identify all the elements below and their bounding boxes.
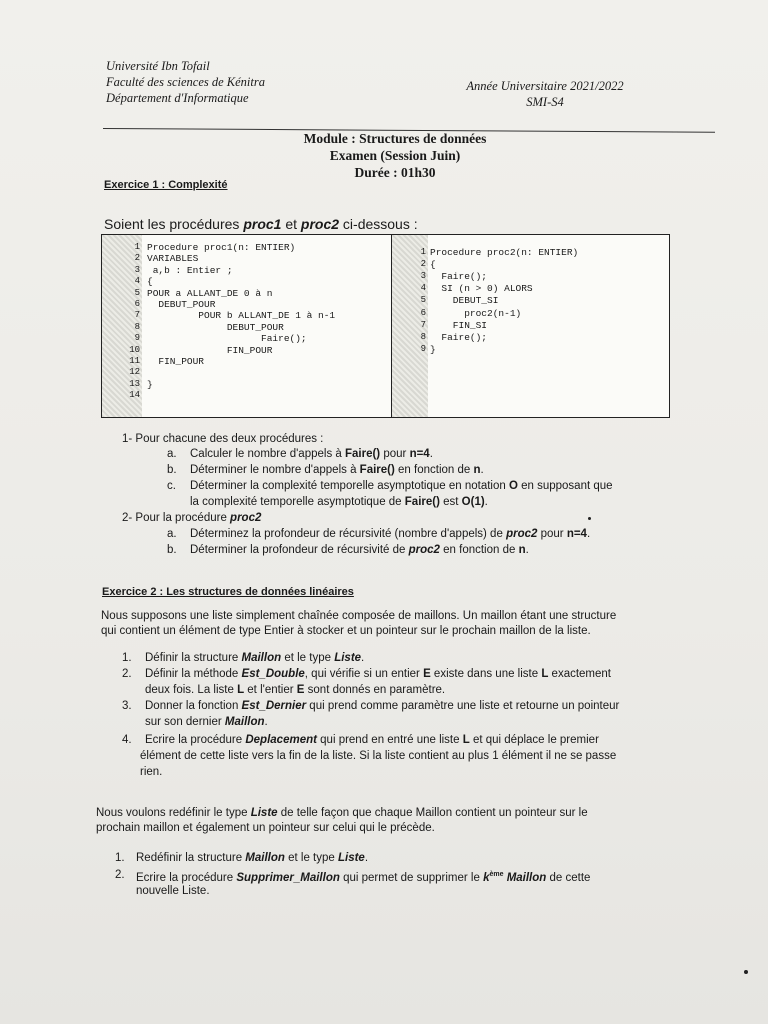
line-number: 6 bbox=[420, 307, 426, 318]
item-4: Ecrire la procédure Deplacement qui prend en entré une liste L et qui déplace le premier bbox=[145, 734, 599, 746]
question-1c: Déterminer la complexité temporelle asymptotique en notation O en supposant que bbox=[190, 480, 613, 492]
paragraph-line: Nous supposons une liste simplement chaînée composée de maillons. Un maillon étant une structure bbox=[101, 610, 617, 622]
code-text: Procedure proc1(n: ENTIER) bbox=[147, 242, 296, 253]
code-text: Faire(); bbox=[147, 333, 307, 345]
intro-and: et bbox=[281, 216, 301, 232]
item-3-continued: sur son dernier Maillon. bbox=[145, 716, 268, 728]
code-text: } bbox=[430, 343, 436, 355]
intro-end: ci-dessous : bbox=[339, 216, 418, 232]
exercise-2-title: Exercice 2 : Les structures de données linéaires bbox=[102, 586, 354, 598]
code-text: DEBUT_SI bbox=[430, 295, 499, 307]
line-number: 3 bbox=[134, 264, 140, 275]
line-number: 2 bbox=[420, 259, 426, 270]
institution-header bbox=[106, 58, 265, 106]
question-2b: Déterminer la profondeur de récursivité de proc2 en fonction de n. bbox=[190, 544, 529, 556]
item-1-number: 1. bbox=[122, 652, 132, 664]
item-1: Définir la structure Maillon et le type Liste. bbox=[145, 652, 365, 664]
item-3: Donner la fonction Est_Dernier qui prend comme paramètre une liste et retourne un pointeur bbox=[145, 700, 620, 712]
line-number: 12 bbox=[129, 367, 140, 378]
question-2b-label: b. bbox=[167, 544, 177, 556]
faculty-name: Faculté des sciences de Kénitra bbox=[106, 75, 265, 89]
code-text: POUR b ALLANT_DE 1 à n-1 bbox=[147, 310, 336, 322]
code-text: DEBUT_POUR bbox=[147, 321, 284, 333]
section-label: SMI-S4 bbox=[526, 95, 564, 109]
item-4-number: 4. bbox=[122, 734, 132, 746]
academic-year-header bbox=[440, 78, 650, 110]
paragraph-line: prochain maillon et également un pointeur sur celui qui le précède. bbox=[96, 822, 435, 834]
item-4-continued: élément de cette liste vers la fin de la liste. Si la liste contient au plus 1 élément il ne se passe bbox=[140, 750, 617, 762]
exam-title-block bbox=[240, 130, 550, 181]
exercise-1-intro bbox=[104, 216, 418, 232]
line-number: 8 bbox=[420, 331, 426, 342]
line-number: 1 bbox=[134, 242, 140, 252]
question-1c-label: c. bbox=[167, 480, 176, 492]
question-1a-label: a. bbox=[167, 448, 177, 460]
code-text: SI (n > 0) ALORS bbox=[430, 283, 533, 295]
ex2-paragraph-2 bbox=[96, 806, 588, 836]
proc1-listing bbox=[102, 235, 392, 417]
intro-text: Soient les procédures bbox=[104, 216, 244, 232]
item-b2-continued: nouvelle Liste. bbox=[136, 885, 210, 897]
item-b1-number: 1. bbox=[115, 852, 125, 864]
line-number: 3 bbox=[420, 271, 426, 282]
code-text: Procedure proc2(n: ENTIER) bbox=[430, 247, 579, 258]
line-number: 5 bbox=[420, 295, 426, 306]
line-number: 1 bbox=[420, 247, 426, 257]
line-number: 7 bbox=[420, 319, 426, 330]
academic-year: Année Universitaire 2021/2022 bbox=[466, 79, 624, 93]
question-1a: Calculer le nombre d'appels à Faire() pour n=4. bbox=[190, 448, 433, 460]
code-text: FIN_POUR bbox=[147, 356, 205, 367]
line-number: 4 bbox=[420, 283, 426, 294]
item-2-continued: deux fois. La liste L et l'entier E sont donnés en paramètre. bbox=[145, 684, 446, 696]
paragraph-line: qui contient un élément de type Entier à stocker et un pointeur sur le prochain maillon de la liste. bbox=[101, 625, 591, 637]
exercise-1-title: Exercice 1 : Complexité bbox=[104, 179, 228, 191]
line-number: 13 bbox=[129, 378, 140, 389]
code-text: proc2(n-1) bbox=[430, 307, 522, 319]
item-3-number: 3. bbox=[122, 700, 132, 712]
line-number: 2 bbox=[134, 253, 140, 264]
paper-speck bbox=[588, 517, 591, 520]
code-text: Faire(); bbox=[430, 331, 488, 343]
item-4-end: rien. bbox=[140, 766, 163, 778]
line-number: 9 bbox=[134, 333, 140, 344]
proc1-ref: proc1 bbox=[243, 216, 282, 232]
line-number: 8 bbox=[134, 321, 140, 332]
code-listing-box bbox=[101, 234, 670, 418]
paragraph-line: Nous voulons redéfinir le type Liste de telle façon que chaque Maillon contient un pointeur sur le bbox=[96, 807, 588, 819]
proc2-ref: proc2 bbox=[300, 216, 340, 232]
item-2: Définir la méthode Est_Double, qui vérifie si un entier E existe dans une liste L exactement bbox=[145, 668, 612, 680]
question-1: 1- Pour chacune des deux procédures : bbox=[122, 433, 324, 445]
question-1b-label: b. bbox=[167, 464, 177, 476]
code-text: FIN_SI bbox=[430, 319, 488, 331]
question-1b: Déterminer le nombre d'appels à Faire() en fonction de n. bbox=[190, 464, 484, 476]
code-text: POUR a ALLANT_DE 0 à n bbox=[147, 287, 273, 299]
exam-duration: Durée : 01h30 bbox=[354, 165, 436, 180]
question-1c-continued: la complexité temporelle asymptotique de Faire() est O(1). bbox=[190, 496, 488, 508]
question-2: 2- Pour la procédure proc2 bbox=[122, 512, 262, 524]
code-text: Faire(); bbox=[430, 271, 488, 283]
code-text: DEBUT_POUR bbox=[147, 299, 216, 310]
line-number: 14 bbox=[129, 390, 140, 401]
item-2-number: 2. bbox=[122, 668, 132, 680]
module-title: Module : Structures de données bbox=[303, 131, 487, 146]
item-b1: Redéfinir la structure Maillon et le type Liste. bbox=[136, 852, 369, 864]
code-text: { bbox=[147, 276, 153, 288]
line-number: 4 bbox=[134, 276, 140, 287]
item-b2: Ecrire la procédure Supprimer_Maillon qui permet de supprimer le $k^{ème}$ Maillon de cette bbox=[136, 871, 591, 884]
question-2a-label: a. bbox=[167, 528, 177, 540]
code-text: FIN_POUR bbox=[147, 344, 273, 356]
item-b2-number: 2. bbox=[115, 869, 125, 881]
university-name: Université Ibn Tofail bbox=[106, 59, 210, 73]
exam-session: Examen (Session Juin) bbox=[329, 148, 461, 163]
code-text: } bbox=[147, 378, 153, 390]
department-name: Département d'Informatique bbox=[106, 91, 249, 105]
line-number: 11 bbox=[129, 356, 140, 366]
ex2-paragraph-1 bbox=[101, 609, 616, 639]
question-2a: Déterminez la profondeur de récursivité (nombre d'appels) de proc2 pour n=4. bbox=[190, 528, 591, 540]
line-number: 7 bbox=[134, 310, 140, 321]
code-text: { bbox=[430, 259, 436, 271]
code-text: VARIABLES bbox=[147, 253, 199, 265]
line-number: 5 bbox=[134, 287, 140, 298]
proc2-listing bbox=[392, 235, 669, 417]
line-number: 9 bbox=[420, 343, 426, 354]
line-number: 6 bbox=[134, 299, 140, 309]
line-number: 10 bbox=[129, 344, 140, 355]
paper-speck bbox=[744, 970, 748, 974]
code-text: a,b : Entier ; bbox=[147, 264, 233, 276]
